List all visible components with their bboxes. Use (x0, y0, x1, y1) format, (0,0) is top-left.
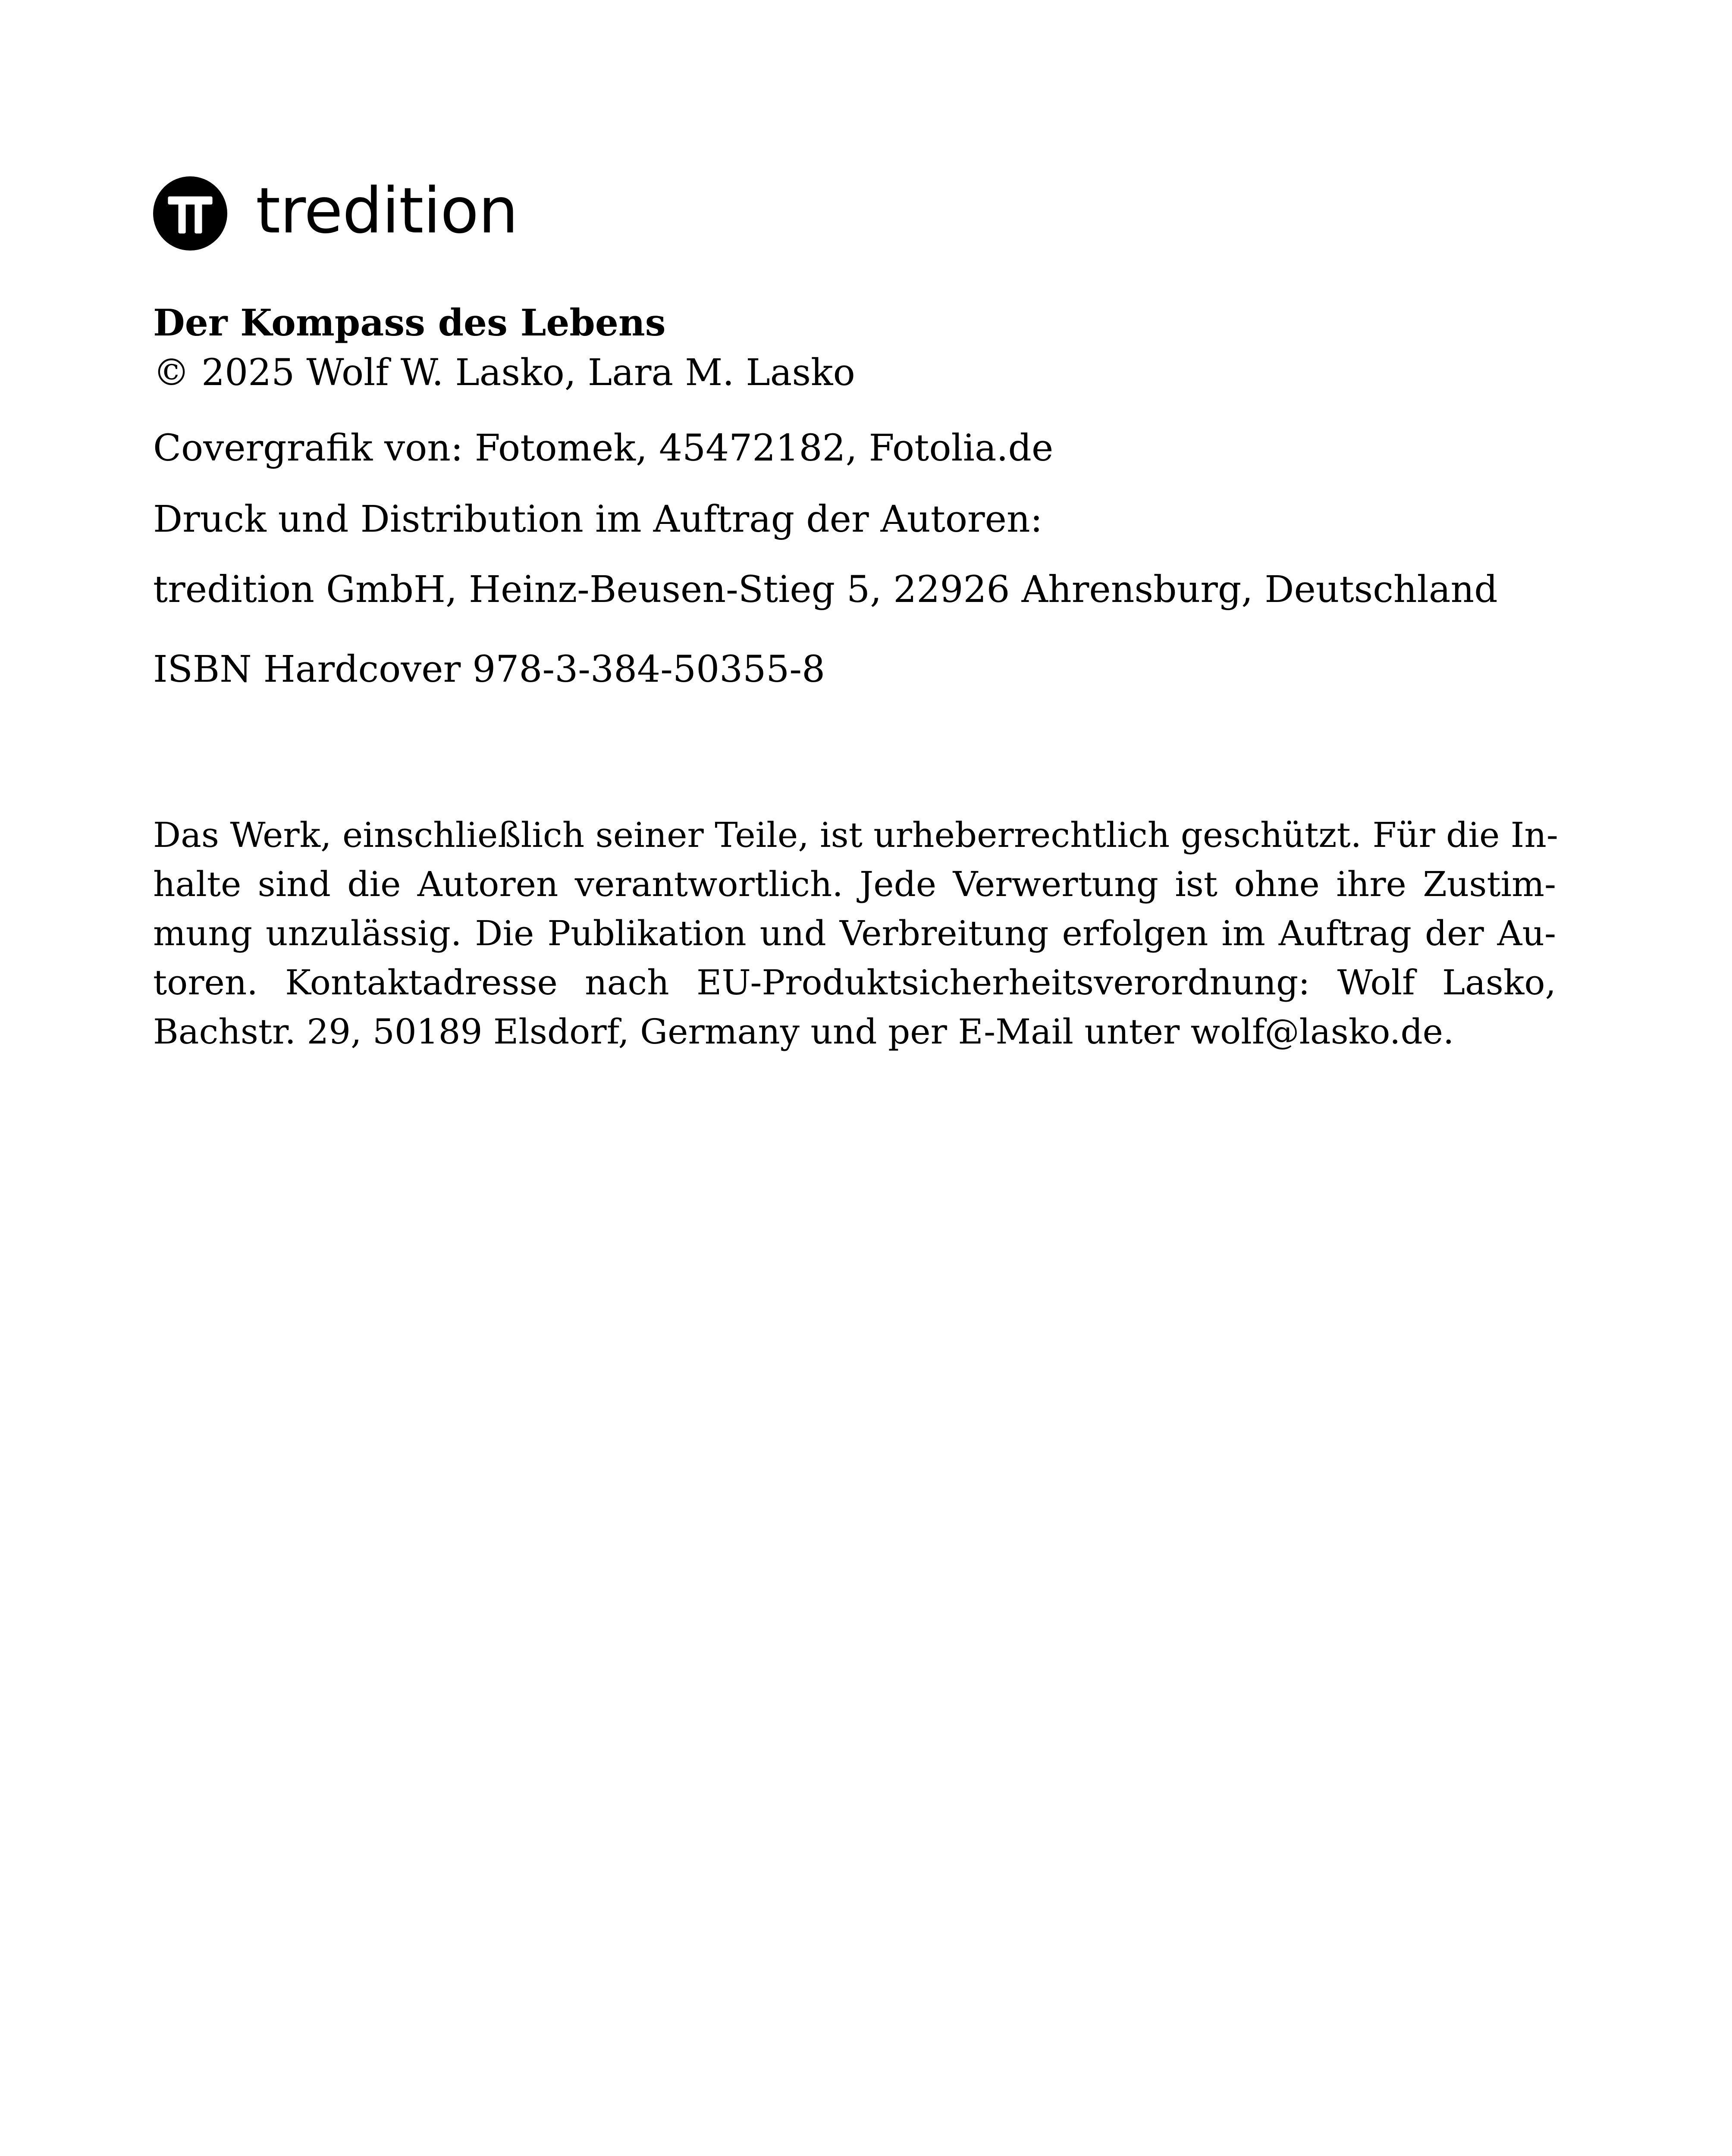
legal-notice-line: toren. Kontaktadresse nach EU-Produktsicherheitsverordnung: Wolf Lasko, (153, 962, 1556, 1003)
tredition-logo (153, 175, 518, 252)
tredition-logo-icon (153, 176, 227, 251)
legal-notice-line: Das Werk, einschließlich seiner Teile, ist urheberrechtlich geschützt. Für die In- (153, 815, 1558, 855)
legal-notice-line: mung unzulässig. Die Publikation und Verbreitung erfolgen im Auftrag der Au- (153, 913, 1556, 953)
isbn: ISBN Hardcover 978-3-384-50355-8 (153, 648, 825, 691)
legal-notice (153, 811, 1556, 1056)
book-title: Der Kompass des Lebens (153, 301, 666, 345)
logo-wordmark: tredition (256, 174, 518, 248)
cover-credit: Covergrafik von: Fotomek, 45472182, Fotolia.de (153, 427, 1054, 470)
legal-notice-line: Bachstr. 29, 50189 Elsdorf, Germany und per E-Mail unter wolf@lasko.de. (153, 1012, 1454, 1052)
print-distribution-note: Druck und Distribution im Auftrag der Autoren: (153, 498, 1043, 541)
publisher-address: tredition GmbH, Heinz-Beusen-Stieg 5, 22926 Ahrensburg, Deutschland (153, 568, 1498, 611)
legal-notice-line: halte sind die Autoren verantwortlich. Jede Verwertung ist ohne ihre Zustim- (153, 864, 1556, 904)
copyright-line: © 2025 Wolf W. Lasko, Lara M. Lasko (153, 351, 855, 394)
